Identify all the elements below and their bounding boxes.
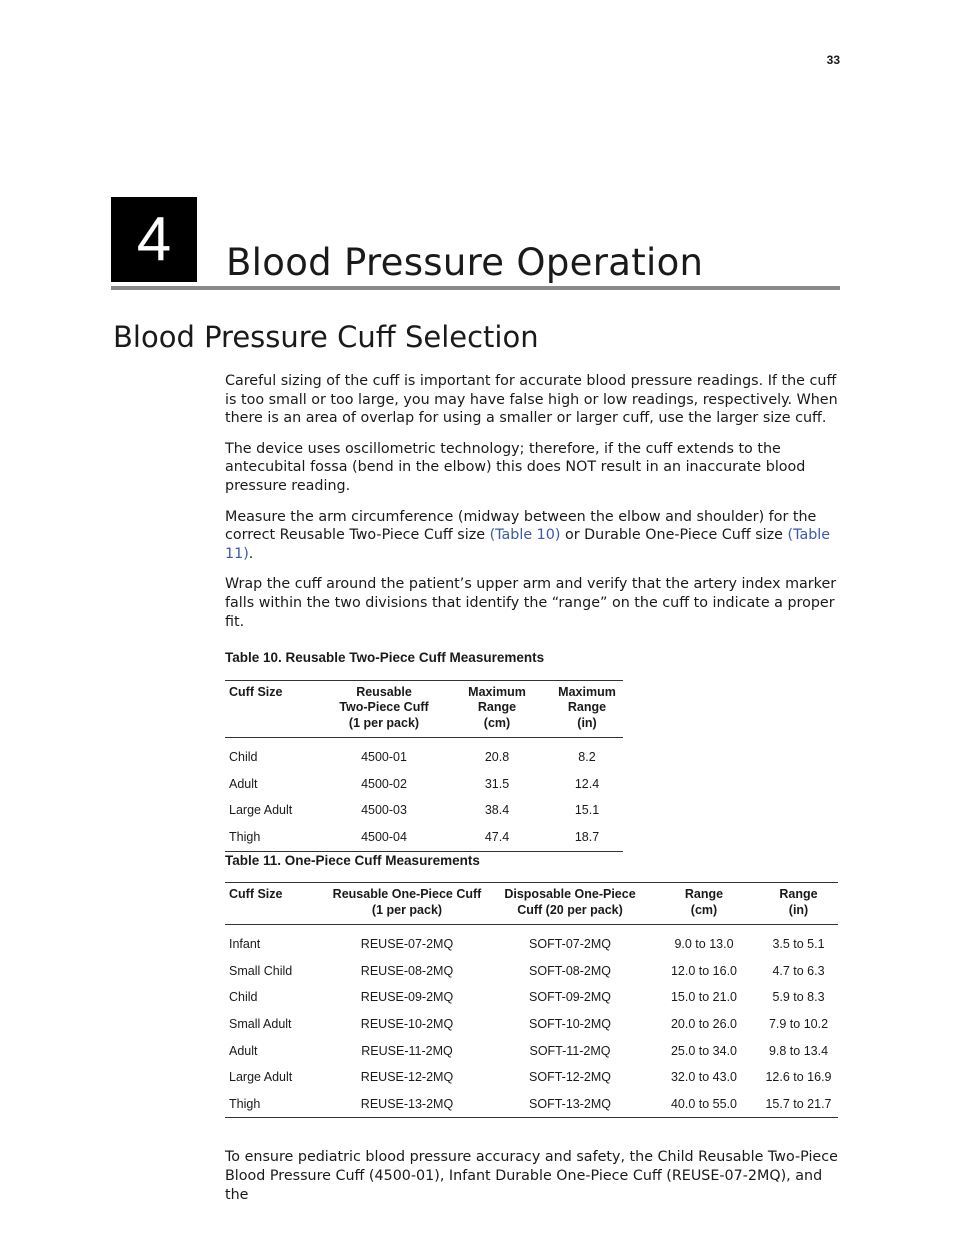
- table-cell: 4500-03: [361, 803, 407, 818]
- text-segment: or Durable One-Piece Cuff size: [560, 527, 788, 544]
- table-cell: 4500-02: [361, 776, 407, 791]
- header-range-cm: [649, 883, 759, 925]
- table-row: [225, 1011, 838, 1038]
- text-segment: .: [248, 545, 254, 562]
- table-cell: Small Child: [229, 963, 293, 978]
- chapter-number-box: [111, 197, 197, 282]
- table-cell: 4500-04: [361, 830, 407, 844]
- table-header-row: [225, 883, 838, 925]
- table-row: [225, 824, 623, 851]
- table-cell: REUSE-13-2MQ: [360, 1096, 454, 1111]
- header-line: Maximum: [468, 684, 526, 699]
- header-line: Range: [779, 887, 818, 902]
- chapter-divider: [111, 286, 840, 290]
- table-cell: SOFT-07-2MQ: [529, 937, 611, 952]
- page-number: 33: [826, 53, 840, 67]
- header-line: Disposable One-Piece: [504, 887, 636, 902]
- header-line: (cm): [690, 902, 718, 917]
- body-content: [225, 372, 845, 1216]
- paragraph-cuff-sizing: Careful sizing of the cuff is important for accurate blood pressure readings. If the cuff is too small or too large, you may have false high or low readings, respectively. When there is an area of overlap for using a smaller or larger cuff, use the larger size cuff.: [225, 373, 838, 427]
- table-row: [225, 771, 623, 798]
- table-cell: Adult: [229, 1043, 258, 1058]
- table-cell: 32.0 to 43.0: [670, 1070, 738, 1085]
- table-cell: REUSE-08-2MQ: [360, 963, 454, 978]
- table-row: [225, 958, 838, 985]
- table-cell: 15.0 to 21.0: [670, 990, 738, 1005]
- header-cuff-size: [225, 680, 325, 738]
- table-cell: 40.0 to 55.0: [670, 1096, 738, 1111]
- table-cell: 8.2: [578, 750, 596, 765]
- table-cell: Thigh: [229, 830, 261, 844]
- table-cell: 20.8: [484, 750, 510, 765]
- table-cell: SOFT-13-2MQ: [529, 1096, 611, 1111]
- paragraph-wrap-cuff: Wrap the cuff around the patient’s upper arm and verify that the artery index marker falls within the two divisions that identify the “range” on the cuff to indicate a proper fit.: [225, 576, 837, 630]
- table-cell: Large Adult: [229, 803, 293, 818]
- header-reusable-one-piece: [323, 883, 491, 925]
- table-cell: Infant: [229, 937, 261, 952]
- table-cell: 7.9 to 10.2: [768, 1016, 829, 1031]
- table-cell: 5.9 to 8.3: [772, 990, 825, 1005]
- table-cell: 3.5 to 5.1: [772, 937, 825, 952]
- table-row: [225, 925, 838, 958]
- header-line: Range: [567, 700, 607, 715]
- table-row: [225, 1091, 838, 1118]
- table-cell: 18.7: [574, 830, 600, 844]
- table-11: [225, 882, 838, 1118]
- table-cell: 38.4: [484, 803, 510, 818]
- table-cell: REUSE-10-2MQ: [360, 1016, 454, 1031]
- chapter-number: 4: [136, 205, 172, 274]
- header-line: Range: [684, 887, 724, 902]
- table-cell: SOFT-11-2MQ: [529, 1043, 611, 1058]
- table-cell: 12.0 to 16.0: [670, 963, 738, 978]
- table-cell: Small Adult: [229, 1016, 292, 1031]
- table-cell: SOFT-09-2MQ: [529, 990, 611, 1005]
- table-cell: SOFT-12-2MQ: [529, 1070, 611, 1085]
- table-cell: Child: [229, 750, 258, 765]
- header-line: Maximum: [558, 684, 616, 699]
- paragraph-measure-arm: [225, 508, 845, 564]
- table-11-caption: Table 11. One-Piece Cuff Measurements: [225, 852, 480, 868]
- table-row: [225, 1038, 838, 1065]
- header-line: Cuff Size: [229, 887, 283, 902]
- header-line: Reusable One-Piece Cuff: [332, 887, 482, 902]
- header-line: Range: [477, 700, 517, 715]
- table-cell: 9.0 to 13.0: [674, 937, 734, 952]
- table-row: [225, 984, 838, 1011]
- table-cell: Thigh: [229, 1096, 261, 1111]
- table-cell: REUSE-11-2MQ: [361, 1043, 453, 1058]
- table-cell: 25.0 to 34.0: [670, 1043, 738, 1058]
- header-line: Reusable: [356, 684, 412, 699]
- table-10: [225, 680, 623, 852]
- header-max-range-cm: [443, 680, 551, 738]
- header-line: (in): [577, 715, 597, 730]
- header-line: Cuff (20 per pack): [517, 902, 623, 917]
- header-reusable-cuff: [325, 680, 443, 738]
- table-cell: 9.8 to 13.4: [768, 1043, 829, 1058]
- table-row: [225, 797, 623, 824]
- table-11-body: [225, 925, 838, 1118]
- table-cell: 15.1: [574, 803, 600, 818]
- header-line: (1 per pack): [348, 715, 420, 730]
- table-cell: Large Adult: [229, 1070, 293, 1085]
- table-cell: 12.6 to 16.9: [765, 1070, 832, 1085]
- table-10-link[interactable]: (Table 10): [489, 527, 561, 544]
- table-cell: REUSE-09-2MQ: [360, 990, 454, 1005]
- table-cell: Adult: [229, 776, 258, 791]
- table-11-link[interactable]: (Table 11): [225, 527, 831, 562]
- header-range-in: [759, 883, 838, 925]
- table-header-row: [225, 680, 623, 738]
- table-row: [225, 738, 623, 771]
- header-line: Two-Piece Cuff: [339, 700, 429, 715]
- table-row: [225, 1064, 838, 1091]
- header-line: (in): [788, 902, 809, 917]
- section-title: Blood Pressure Cuff Selection: [113, 320, 539, 354]
- table-10-caption: Table 10. Reusable Two-Piece Cuff Measurements: [225, 650, 545, 666]
- table-cell: Child: [229, 990, 258, 1005]
- table-cell: SOFT-10-2MQ: [529, 1016, 611, 1031]
- paragraph-pediatric-accuracy: To ensure pediatric blood pressure accuracy and safety, the Child Reusable Two-Piece Blood Pressure Cuff (4500-01), Infant Durable One-Piece Cuff (REUSE-07-2MQ), and the: [225, 1149, 838, 1203]
- table-cell: 31.5: [484, 776, 510, 791]
- table-cell: 4.7 to 6.3: [772, 963, 825, 978]
- table-cell: SOFT-08-2MQ: [529, 963, 611, 978]
- table-cell: 15.7 to 21.7: [765, 1096, 832, 1111]
- header-max-range-in: [551, 680, 623, 738]
- table-cell: 12.4: [574, 776, 600, 791]
- table-cell: 20.0 to 26.0: [670, 1016, 738, 1031]
- header-disposable-one-piece: [491, 883, 649, 925]
- table-10-body: [225, 738, 623, 851]
- text-segment: Measure the arm circumference (midway between the elbow and shoulder) for the correct Reusable Two-Piece Cuff size: [225, 508, 817, 544]
- table-cell: 47.4: [484, 830, 510, 844]
- table-cell: 4500-01: [361, 750, 407, 765]
- header-line: (1 per pack): [371, 902, 443, 917]
- header-cuff-size: [225, 883, 323, 925]
- chapter-title: Blood Pressure Operation: [226, 241, 704, 284]
- paragraph-oscillometric: The device uses oscillometric technology; therefore, if the cuff extends to the antecubital fossa (bend in the elbow) this does NOT result in an inaccurate blood pressure reading.: [225, 440, 806, 494]
- header-line: (cm): [483, 715, 511, 730]
- table-cell: REUSE-12-2MQ: [360, 1070, 454, 1085]
- header-line: Cuff Size: [229, 684, 283, 699]
- table-cell: REUSE-07-2MQ: [360, 937, 454, 952]
